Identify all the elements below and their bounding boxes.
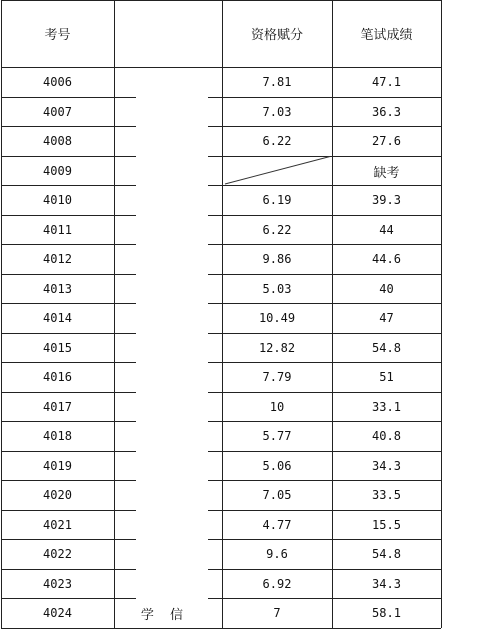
exam-number-cell: 4011: [43, 223, 72, 237]
qualification-score-cell: 10.49: [258, 311, 296, 325]
exam-number-cell: 4023: [43, 577, 72, 591]
qualification-score-cell: 6.92: [262, 577, 292, 591]
diagonal-slash-line: [225, 157, 330, 185]
written-score-cell: 15.5: [372, 518, 401, 532]
exam-number-cell: 4009: [43, 164, 72, 178]
header-written-score: 笔试成绩: [360, 28, 413, 43]
header-qualification-score: 资格赋分: [250, 28, 303, 43]
written-score-cell: 58.1: [372, 606, 401, 620]
written-score-cell: 54.8: [372, 547, 401, 561]
exam-number-cell: 4015: [43, 341, 72, 355]
qualification-score-cell: 5.06: [262, 459, 292, 473]
qualification-score-cell: 9.86: [262, 252, 292, 266]
qualification-score-cell: 6.19: [262, 193, 292, 207]
qualification-score-cell: 6.22: [262, 134, 292, 148]
qualification-score-cell: 7.79: [262, 370, 292, 384]
exam-number-cell: 4013: [43, 282, 72, 296]
exam-number-cell: 4006: [43, 75, 72, 89]
written-score-cell: 36.3: [372, 105, 401, 119]
qualification-score-cell: 6.22: [262, 223, 292, 237]
exam-number-cell: 4012: [43, 252, 72, 266]
written-score-cell: 27.6: [372, 134, 401, 148]
written-score-cell: 33.5: [372, 488, 401, 502]
written-score-cell: 34.3: [372, 577, 401, 591]
qualification-score-cell: 7.03: [262, 105, 292, 119]
qualification-score-cell: 7.05: [262, 488, 292, 502]
exam-number-cell: 4016: [43, 370, 72, 384]
written-score-cell: 44: [379, 223, 394, 237]
qualification-score-cell: 4.77: [262, 518, 292, 532]
qualification-score-cell: 7: [273, 606, 281, 620]
exam-number-cell: 4024: [43, 606, 72, 620]
exam-number-cell: 4014: [43, 311, 72, 325]
written-score-cell: 51: [379, 370, 394, 384]
written-score-cell: 47: [379, 311, 394, 325]
written-score-cell: 33.1: [372, 400, 401, 414]
exam-number-cell: 4010: [43, 193, 72, 207]
written-score-cell: 44.6: [372, 252, 401, 266]
written-score-cell: 39.3: [372, 193, 401, 207]
written-score-cell: 40: [379, 282, 394, 296]
qualification-score-cell: 5.03: [262, 282, 292, 296]
written-score-cell: 40.8: [372, 429, 401, 443]
exam-number-cell: 4007: [43, 105, 72, 119]
qualification-score-cell: 9.6: [266, 547, 288, 561]
written-score-cell: 34.3: [372, 459, 401, 473]
qualification-score-cell: 7.81: [262, 75, 292, 89]
exam-number-cell: 4022: [43, 547, 72, 561]
qualification-score-cell: 12.82: [258, 341, 296, 355]
exam-number-cell: 4018: [43, 429, 72, 443]
qualification-score-cell: 5.77: [262, 429, 292, 443]
header-exam-number: 考号: [44, 28, 71, 43]
exam-number-cell: 4017: [43, 400, 72, 414]
written-score-cell: 47.1: [372, 75, 401, 89]
merged-column-text-fragment: 学 信: [140, 607, 190, 623]
exam-number-cell: 4021: [43, 518, 72, 532]
written-score-cell: 缺考: [373, 165, 400, 181]
exam-number-cell: 4019: [43, 459, 72, 473]
exam-number-cell: 4020: [43, 488, 72, 502]
written-score-cell: 54.8: [372, 341, 401, 355]
exam-number-cell: 4008: [43, 134, 72, 148]
qualification-score-cell: 10: [269, 400, 285, 414]
